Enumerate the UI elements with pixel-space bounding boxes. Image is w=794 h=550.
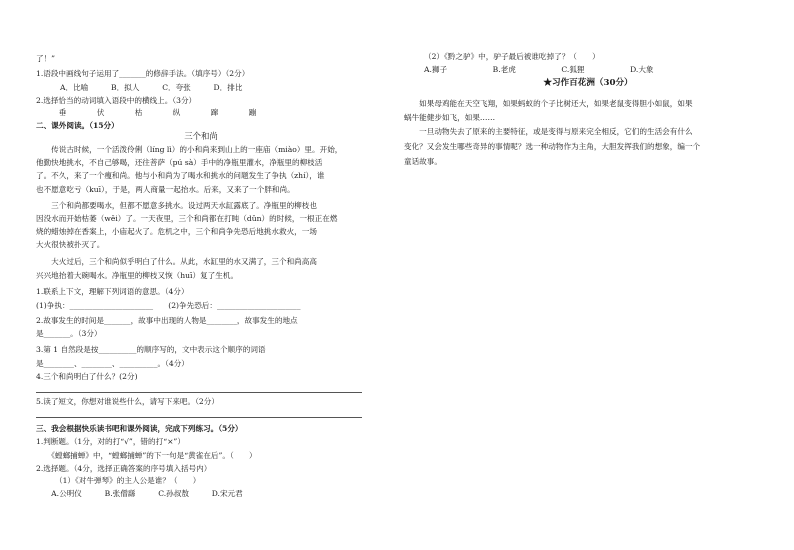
passage-line: 大火很快被扑灭了。 — [36, 240, 105, 249]
question-4: 4.三个和尚明白了什么？(2分) — [36, 372, 138, 381]
passage-line: 烧的蜡烛掉在香案上，小庙起火了。危机之中，三个和尚争先恐后地挑水救火，一场 — [36, 227, 317, 236]
section-two-heading: 二、课外阅读。（15分） — [36, 121, 119, 130]
question-3: 3.第 1 自然段是按__________的顺序写的，文中表示这个顺序的词语 — [36, 345, 266, 354]
passage-line: 兴兴地抬着大碗喝水。净瓶里的柳枝又恢（huī）复了生机。 — [36, 271, 239, 280]
writing-prompt-line: 蜗牛能健步如飞，如果…… — [404, 113, 496, 122]
question-rhetoric: 1.语段中画线句子运用了_______的修辞手法。（填序号）（2分） — [36, 69, 250, 78]
question-5: 5.读了短文，你想对谁说些什么，请写下来吧。（2分） — [36, 397, 219, 406]
passage-line: 传说古时候，一个活泼伶俐（líng lì）的小和尚来到山上的一座庙（miào）里。开始， — [36, 145, 343, 154]
options-line: A．比喻 B．拟人 C．夸张 D．排比 — [60, 83, 243, 92]
passage-line: 大火过后，三个和尚似乎明白了什么。从此，水缸里的水又满了，三个和尚高高 — [36, 257, 317, 266]
verb-choices: 垂 伏 枯 纵 蹿 蹦 — [36, 108, 257, 117]
judge-statement: 《螳螂捕蝉》中，“螳螂捕蝉”的下一句是“黄雀在后”。（ ） — [36, 451, 257, 460]
passage-line: 他勤快地挑水，不自己够喝，还往菩萨（pú sà）手中的净瓶里灌水，净瓶里的柳枝活 — [36, 158, 323, 167]
question-2-cont: 是_______。（3分） — [36, 329, 102, 338]
question-1-blanks: (1)争执：______________________ (2)争先恐后：______________________ — [36, 301, 301, 310]
question-3-cont: 是________、________、__________。（4分） — [36, 359, 189, 368]
question-2: 2.故事发生的时间是_______，故事中出现的人物是________，故事发生的地点 — [36, 316, 298, 325]
section-three-heading: 三、我会根据快乐读书吧和课外阅读，完成下列练习。（5分） — [36, 424, 243, 433]
passage-line: 因没水而开始枯萎（wěi）了。一天夜里，三个和尚都在打盹（dǔn）的时候，一根正在燃 — [36, 214, 338, 223]
writing-prompt-line: 变化？又会发生哪些奇异的事情呢？选一种动物作为主角，大胆发挥我们的想象，编一个 — [404, 142, 701, 151]
writing-prompt-line: 一旦动物失去了原来的主要特征，或是变得与原来完全相反，它们的生活会有什么 — [404, 127, 693, 136]
passage-line: 也不愿意吃亏（kuī），于是，两人商量一起抬水。后来，又来了一个胖和尚。 — [36, 185, 295, 194]
answer-line — [36, 392, 362, 393]
question-1: 1.联系上下文，理解下列词语的意思。（4分） — [36, 287, 189, 296]
passage-line: 了。不久，来了一个瘦和尚。他与小和尚为了喝水和挑水的问题发生了争执（zhí），谁 — [36, 171, 325, 180]
choice-item-1: （1）《对牛弹琴》的主人公是谁？（ ） — [36, 476, 201, 485]
answer-line — [36, 417, 362, 418]
writing-prompt-line: 如果母鸡能在天空飞翔，如果蚂蚁的个子比树还大，如果老鼠变得胆小如鼠，如果 — [404, 99, 693, 108]
choice-options-2: A.狮子 B.老虎 C.狐狸 D.大象 — [424, 65, 654, 74]
choice-item-2: （2）《黔之驴》中，驴子最后被谁吃掉了？（ ） — [424, 52, 600, 61]
passage-title: 三个和尚 — [184, 131, 218, 141]
choice-question: 2.选择题。（4分，选择正确答案的序号填入括号内） — [36, 464, 212, 473]
text-line: 了！” — [36, 54, 56, 63]
writing-prompt-line: 童话故事。 — [404, 157, 442, 166]
question-verbs: 2.选择恰当的动词填入语段中的横线上。（3分） — [36, 96, 197, 105]
passage-line: 三个和尚都要喝水，但都不愿意多挑水。设过两天水缸露底了。净瓶里的柳枝也 — [36, 201, 317, 210]
judge-question: 1.判断题。（1分，对的打“√”，错的打“×”） — [36, 437, 185, 446]
writing-section-heading: ★习作百花洲（30分） — [543, 78, 633, 88]
choice-options-1: A.公明仪 B.张僧繇 C.孙叔敖 D.宋元君 — [36, 489, 243, 498]
